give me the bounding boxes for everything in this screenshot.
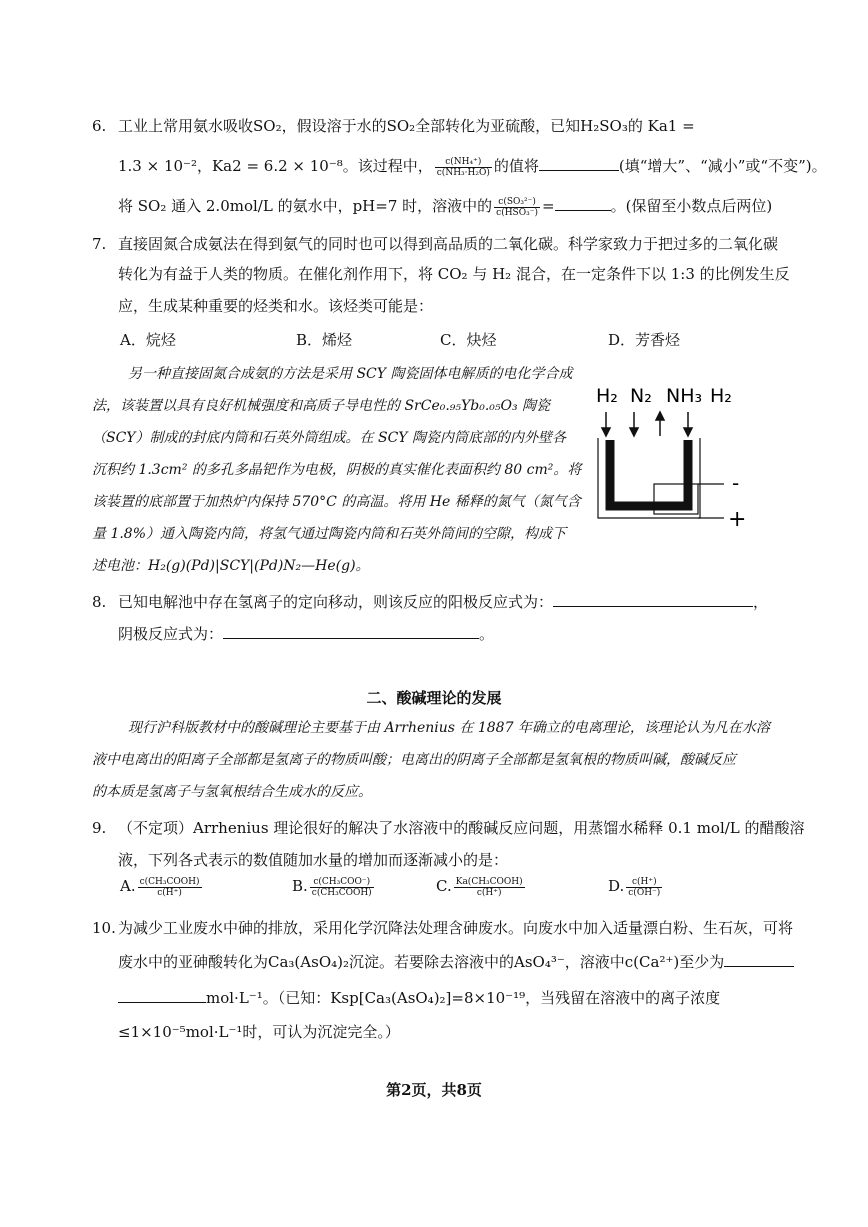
q7-line3: 应，生成某种重要的烃类和水。该烃类可能是： (118, 297, 434, 315)
q8-line2 (118, 624, 494, 644)
q7-option-a[interactable]: A．烷烃 (120, 331, 176, 349)
q8-line1-end: ， (753, 593, 769, 611)
q6-line2-text-b: 的值将 (493, 157, 539, 175)
passage-line-3: （SCY）制成的封底内筒和石英外筒组成。在 SCY 陶瓷内筒底部的内外壁各 (92, 430, 566, 446)
q8-cathode-blank[interactable] (223, 624, 479, 639)
q7-option-d[interactable]: D．芳香烃 (608, 331, 681, 349)
gas-flow-arrows (602, 412, 692, 436)
diagram-label-h2-right: H₂ (710, 385, 732, 407)
q6-line2-text: 1.3 × 10⁻²，Ka2 = 6.2 × 10⁻⁸。该过程中， (118, 157, 433, 175)
q8-line2-end: 。 (479, 625, 495, 643)
passage-line-7: 述电池：H₂(g)(Pd)|SCY|(Pd)N₂—He(g)。 (92, 558, 370, 574)
q6-fraction-so3: $\frac{\text{c(SO₃²⁻)}}{\text{c(HSO₃⁻)}}$ (496, 196, 538, 218)
q7-line2: 转化为有益于人类的物质。在催化剂作用下，将 CO₂ 与 H₂ 混合，在一定条件下以 1:3 的比例发生反 (118, 265, 790, 283)
q8-anode-blank[interactable] (553, 592, 753, 607)
q10-answer-blank-part2[interactable] (118, 988, 206, 1003)
q7-option-c[interactable]: C．炔烃 (440, 331, 497, 349)
q10-line2 (118, 952, 794, 972)
q9-number: 9. (92, 819, 107, 837)
q6-line3 (118, 196, 772, 218)
inner-scy-tube (610, 440, 688, 506)
q6-line3-equals: = (541, 197, 555, 215)
q10-line1: 为减少工业废水中砷的排放，采用化学沉降法处理含砷废水。向废水中加入适量漂白粉、生石灰，可将 (118, 919, 794, 937)
q6-line1: 工业上常用氨水吸收SO₂，假设溶于水的SO₂全部转化为亚硫酸，已知H₂SO₃的 Ka1 = (118, 117, 695, 135)
passage-line-5: 该装置的底部置于加热炉内保持 570°C 的高温。将用 He 稀释的氮气（氮气含 (92, 494, 581, 510)
q7-line1: 直接固氮合成氨法在得到氨气的同时也可以得到高品质的二氧化碳。科学家致力于把过多的二氧化碳 (118, 235, 779, 253)
passage-line-4: 沉积约 1.3cm² 的多孔多晶钯作为电极，阴极的真实催化表面积约 80 cm²。将 (92, 462, 582, 478)
q9-option-b[interactable]: B. $\frac{\text{c(CH₃COO⁻)}}{\text{c(CH₃COOH)}}$ (292, 876, 372, 898)
q8-line2-text: 阴极反应式为： (118, 625, 224, 643)
electrolysis-cell-diagram (588, 378, 758, 538)
q6-answer-blank-1[interactable] (539, 156, 619, 171)
q10-line3 (118, 988, 720, 1008)
q9-line1: （不定项）Arrhenius 理论很好的解决了水溶液中的酸碱反应问题，用蒸馏水稀释 0.1 mol/L 的醋酸溶 (118, 819, 805, 837)
q7-option-b[interactable]: B．烯烃 (296, 331, 353, 349)
section-2-line-3: 的本质是氢离子与氢氧根结合生成水的反应。 (92, 784, 372, 800)
q6-line3-text-c: 。(保留至小数点后两位) (610, 197, 773, 215)
q7-number: 7. (92, 235, 107, 253)
section-2-title: 二、酸碱理论的发展 (366, 689, 502, 707)
passage-line-2: 法，该装置以具有良好机械强度和高质子导电性的 SrCe₀.₉₅Yb₀.₀₅O₃ 陶瓷 (92, 398, 551, 414)
q8-line1 (118, 592, 768, 612)
q6-line2-text-c: (填“增大”、“减小”或“不变”)。 (618, 157, 827, 175)
page-footer: 第2页，共8页 (386, 1081, 482, 1099)
positive-terminal: + (728, 507, 747, 532)
q6-fraction-nh4: $\frac{\text{c(NH₄⁺)}}{\text{c(NH₃·H₂O)}}$ (436, 156, 490, 178)
q6-number: 6. (92, 117, 107, 135)
q10-line2-text: 废水中的亚砷酸转化为Ca₃(AsO₄)₂沉淀。若要除去溶液中的AsO₄³⁻，溶液中c(Ca²⁺)至少为 (118, 953, 725, 971)
q8-number: 8. (92, 593, 107, 611)
diagram-label-n2: N₂ (630, 385, 652, 407)
q8-line1-text: 已知电解池中存在氢离子的定向移动，则该反应的阳极反应式为： (118, 593, 554, 611)
diagram-label-h2-left: H₂ (596, 385, 618, 407)
q10-number: 10. (92, 919, 116, 937)
q9-line2: 液，下列各式表示的数值随加水量的增加而逐渐减小的是： (118, 851, 509, 869)
q6-answer-blank-2[interactable] (555, 196, 611, 211)
q9-option-c[interactable]: C. $\frac{\text{Ka(CH₃COOH)}}{c(H^+)}$ (436, 876, 523, 898)
passage-line-1: 另一种直接固氮合成氨的方法是采用 SCY 陶瓷固体电解质的电化学合成 (128, 366, 573, 382)
q6-line3-text: 将 SO₂ 通入 2.0mol/L 的氨水中，pH=7 时，溶液中的 (118, 197, 493, 215)
section-2-line-1: 现行沪科版教材中的酸碱理论主要基于由 Arrhenius 在 1887 年确立的电离理论，该理论认为凡在水溶 (128, 720, 770, 736)
q9-option-a[interactable]: A. $\frac{\text{c(CH₃COOH)}}{c(H^+)}$ (120, 876, 200, 898)
q10-line3-text: mol·L⁻¹。（已知：Ksp[Ca₃(AsO₄)₂]=8×10⁻¹⁹，当残留在溶液中的离子浓度 (206, 989, 721, 1007)
q10-line4: ≤1×10⁻⁵mol·L⁻¹时，可认为沉淀完全。） (118, 1023, 400, 1041)
q10-answer-blank-part1[interactable] (724, 952, 794, 967)
negative-terminal: - (732, 471, 740, 495)
diagram-label-nh3: NH₃ (666, 385, 703, 407)
q9-option-d[interactable]: D. $\frac{c(H^+)}{c(OH^-)}$ (608, 876, 661, 898)
passage-line-6: 量 1.8%）通入陶瓷内筒，将氢气通过陶瓷内筒和石英外筒间的空隙，构成下 (92, 526, 567, 542)
q6-line2 (118, 156, 827, 178)
section-2-line-2: 液中电离出的阳离子全部都是氢离子的物质叫酸；电离出的阴离子全部都是氢氧根的物质叫碱，酸碱反应 (92, 752, 736, 768)
